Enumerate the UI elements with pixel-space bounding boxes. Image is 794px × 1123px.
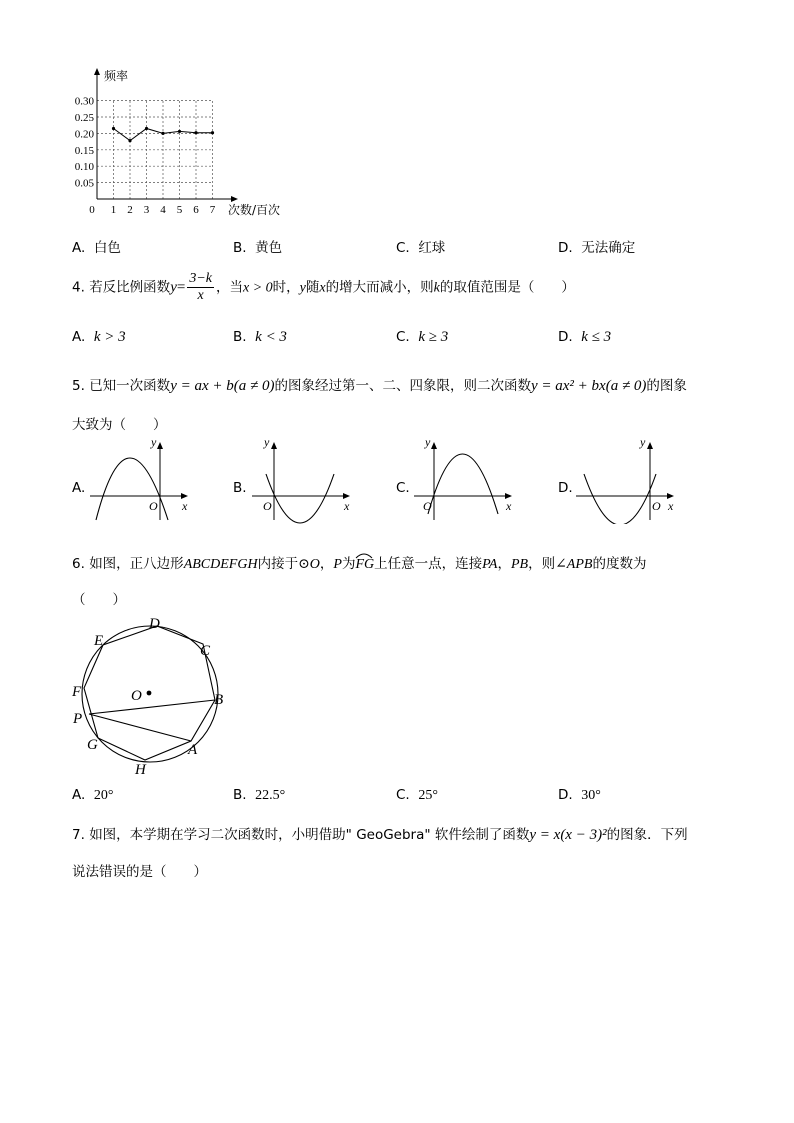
- axis-x-label: x: [668, 499, 674, 513]
- stem-text: 的图象: [646, 378, 687, 394]
- option-letter: A.: [72, 240, 86, 256]
- q4-option-c[interactable]: [396, 329, 448, 346]
- option-text: 30°: [581, 788, 601, 803]
- segment-pb-line: [89, 700, 215, 714]
- stem-text: 为: [341, 556, 356, 572]
- frequency-chart: [60, 64, 300, 224]
- option-text: 白色: [93, 240, 121, 256]
- formula: y = x(x − 3)²: [529, 827, 607, 843]
- q4-option-a[interactable]: [72, 329, 126, 346]
- stem-text: 的增大而减小，则: [325, 279, 434, 296]
- question-number: 7.: [72, 827, 85, 843]
- label-g: G: [87, 737, 98, 753]
- y-tick-label: 0.30: [74, 95, 94, 108]
- option-text: k > 3: [93, 329, 126, 345]
- arc-fg: [355, 557, 374, 573]
- option-text: 20°: [93, 788, 114, 803]
- segment-pa: PA: [482, 557, 498, 572]
- octagon-figure: [60, 604, 240, 784]
- equals: =: [176, 279, 186, 296]
- q6-stem: [72, 552, 646, 573]
- stem-text: 的图象．下列: [606, 827, 688, 843]
- q5-option-d[interactable]: D.: [558, 480, 573, 496]
- axis-x-label: x: [344, 499, 350, 513]
- data-point: [145, 127, 148, 130]
- x-tick-label: 1: [110, 204, 117, 216]
- option-letter: B.: [233, 240, 247, 256]
- data-point: [194, 131, 197, 134]
- q6-option-c[interactable]: [396, 787, 438, 804]
- y-tick-label: 0.25: [74, 112, 94, 124]
- option-letter: A.: [72, 329, 86, 345]
- option-letter: C.: [396, 787, 410, 803]
- option-text: k < 3: [255, 329, 287, 345]
- option-letter: C.: [396, 240, 410, 256]
- option-text: k ≥ 3: [418, 329, 449, 345]
- stem-text: 时，: [272, 279, 300, 296]
- q3-option-c[interactable]: [396, 236, 445, 256]
- y-tick-labels: [75, 96, 95, 190]
- stem-text: ，当: [216, 279, 243, 296]
- origin-label: O: [263, 499, 272, 513]
- fraction-numerator: 3−k: [189, 271, 212, 286]
- origin-label: O: [652, 499, 661, 513]
- point-p: P: [333, 557, 342, 572]
- question-number: 4.: [72, 279, 85, 296]
- q3-option-a[interactable]: [72, 236, 121, 256]
- polygon-name: ABCDEFGH: [183, 557, 258, 572]
- fraction-denominator: x: [197, 288, 204, 303]
- label-h: H: [135, 762, 146, 778]
- label-f: F: [72, 684, 82, 700]
- center-point: [147, 691, 152, 696]
- y-tick-label: 0.15: [74, 144, 94, 157]
- q5-option-c[interactable]: C.: [396, 480, 410, 496]
- stem-text: 的图象经过第一、二、四象限，则二次函数: [274, 378, 531, 394]
- q5-graph-a: [88, 434, 198, 524]
- q5-stem: [72, 374, 687, 395]
- stem-text: ，则: [528, 556, 556, 572]
- q6-option-b[interactable]: [233, 787, 285, 804]
- var-x: x: [319, 280, 326, 296]
- stem-text: ，: [319, 556, 334, 572]
- formula-linear: y = ax + b(a ≠ 0): [170, 378, 275, 394]
- x-tick-label: 3: [143, 204, 150, 216]
- origin-label: O: [423, 499, 432, 513]
- label-p: P: [73, 711, 83, 727]
- q5-stem-line2: 大致为（ ）: [72, 417, 167, 433]
- stem-text: 如图，正八边形: [89, 556, 184, 572]
- formula-quadratic: y = ax² + bx(a ≠ 0): [530, 378, 647, 394]
- q5-graph-b: [250, 434, 360, 524]
- q5-graph-c: [412, 434, 522, 524]
- stem-text: ，: [497, 556, 511, 572]
- label-d: D: [149, 616, 160, 632]
- q4-option-b[interactable]: [233, 329, 287, 346]
- question-number: 6.: [72, 556, 85, 572]
- y-tick-label: 0.05: [74, 177, 94, 190]
- q6-stem-line2: （ ）: [72, 592, 126, 608]
- var-k: k: [433, 280, 440, 296]
- arc-symbol-icon: [355, 551, 373, 559]
- option-text: 无法确定: [581, 240, 636, 256]
- origin-label: O: [149, 499, 158, 513]
- chart-grid: [97, 101, 213, 199]
- stem-text: 如图，本学期在学习二次函数时，小明借助" GeoGebra" 软件绘制了函数: [89, 827, 530, 843]
- option-letter: B.: [233, 787, 247, 803]
- q4-option-d[interactable]: [558, 329, 611, 346]
- q6-option-d[interactable]: [558, 787, 601, 804]
- option-text: k ≤ 3: [581, 329, 612, 345]
- x-axis-label: 次数/百次: [228, 203, 281, 217]
- option-letter: D.: [558, 329, 573, 345]
- segment-pa-line: [89, 714, 191, 741]
- q7-stem: [72, 823, 688, 844]
- question-number: 5.: [72, 378, 85, 394]
- x-tick-label: 0: [89, 204, 95, 216]
- label-b: B: [214, 692, 224, 708]
- stem-text: 的度数为: [592, 556, 647, 572]
- option-letter: D.: [558, 240, 573, 256]
- option-text: 黄色: [255, 240, 283, 256]
- q5-option-a[interactable]: A.: [72, 480, 86, 496]
- circle-name: ⊙O: [298, 557, 320, 572]
- option-text: 红球: [418, 240, 446, 256]
- label-a: A: [188, 742, 198, 758]
- stem-text: 若反比例函数: [89, 279, 171, 296]
- axis-y-label: y: [640, 435, 646, 449]
- data-point: [178, 130, 181, 133]
- axis-y-label: y: [264, 435, 270, 449]
- arc-label: FG: [355, 557, 375, 572]
- q3-option-d[interactable]: [558, 236, 635, 256]
- y-tick-label: 0.20: [74, 128, 94, 141]
- option-letter: C.: [396, 329, 410, 345]
- stem-text: 随: [305, 279, 320, 296]
- condition: x > 0: [243, 280, 273, 296]
- segment-pb: PB: [510, 557, 529, 572]
- label-c: C: [200, 643, 211, 659]
- angle-apb: ∠APB: [555, 557, 593, 572]
- chart-axes: [94, 68, 238, 202]
- q7-stem-line2: 说法错误的是（ ）: [72, 864, 207, 880]
- option-letter: B.: [233, 329, 247, 345]
- data-point: [211, 131, 214, 134]
- axis-x-label: x: [506, 499, 512, 513]
- stem-text: 上任意一点，连接: [374, 556, 483, 572]
- x-tick-label: 2: [127, 204, 133, 216]
- var-y: y: [170, 279, 177, 296]
- axis-x-label: x: [182, 499, 188, 513]
- stem-text: 的取值范围是（ ）: [439, 279, 575, 296]
- data-point: [112, 127, 115, 130]
- q5-graph-d: [574, 434, 684, 524]
- x-tick-label: 6: [193, 204, 199, 216]
- x-tick-label: 5: [176, 204, 183, 216]
- axis-y-label: y: [151, 435, 157, 449]
- fraction: [187, 271, 214, 304]
- stem-text: 已知一次函数: [89, 378, 171, 394]
- label-e: E: [94, 633, 104, 649]
- x-tick-labels: [89, 204, 216, 216]
- stem-text: 内接于: [257, 556, 299, 572]
- data-point: [128, 139, 131, 142]
- axis-y-label: y: [425, 435, 431, 449]
- q3-option-b[interactable]: [233, 236, 282, 256]
- option-letter: A.: [72, 787, 86, 803]
- y-axis-label: 频率: [104, 69, 129, 83]
- data-point: [161, 132, 164, 135]
- option-letter: D.: [558, 787, 573, 803]
- q4-stem: [72, 271, 575, 304]
- x-tick-label: 4: [160, 204, 166, 216]
- var-y: y: [299, 280, 306, 296]
- q6-option-a[interactable]: [72, 787, 114, 804]
- q5-option-b[interactable]: B.: [233, 480, 247, 496]
- option-text: 25°: [418, 788, 438, 803]
- label-o: O: [131, 688, 142, 704]
- y-tick-label: 0.10: [74, 161, 94, 174]
- x-tick-label: 7: [209, 204, 216, 216]
- option-text: 22.5°: [255, 788, 286, 803]
